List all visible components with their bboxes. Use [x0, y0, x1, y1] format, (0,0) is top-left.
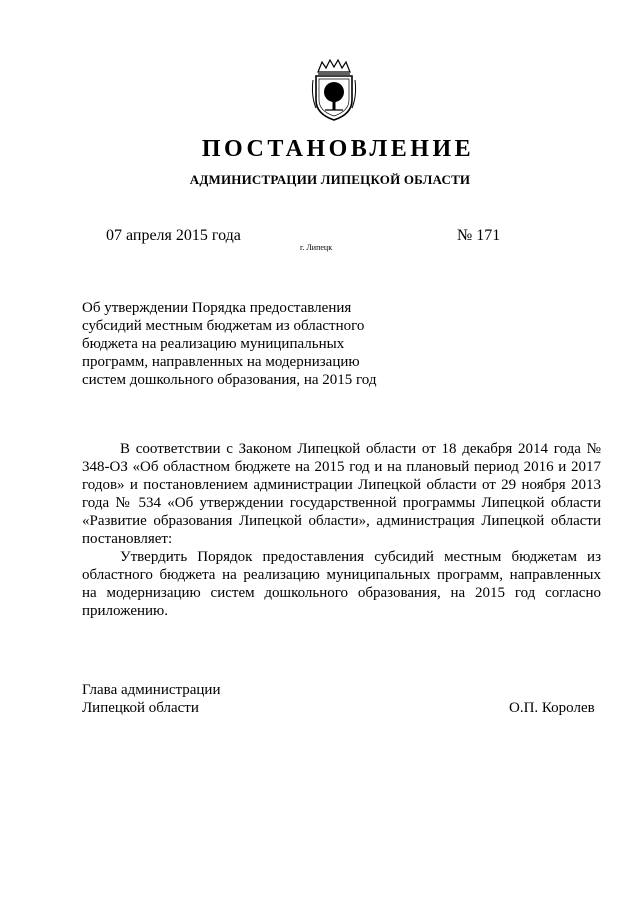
- document-city: г. Липецк: [300, 243, 333, 252]
- document-date: 07 апреля 2015 года: [106, 227, 241, 244]
- document-body: [82, 440, 601, 620]
- issuing-authority: АДМИНИСТРАЦИИ ЛИПЕЦКОЙ ОБЛАСТИ: [189, 172, 471, 187]
- body-paragraph: Утвердить Порядок предоставления субсидий местным бюджетам из областного бюджета на реализацию муниципальных программ, направленных на модернизацию систем дошкольного образования, на 2015 год согласно приложению.: [82, 549, 601, 619]
- signatory-name: О.П. Королев: [509, 700, 595, 716]
- body-paragraph: В соответствии с Законом Липецкой области от 18 декабря 2014 года № 348-ОЗ «Об областном бюджете на 2015 год и на плановый период 2016 и 2017 годов» и постановлением администрации Липецкой области от 29 ноября 2013 года № 534 «Об утверждении государственной программы Липецкой области «Развитие образования Липецкой области», администрация Липецкой области постановляет:: [82, 441, 601, 547]
- document-number: № 171: [457, 227, 501, 244]
- document-title: ПОСТАНОВЛЕНИЕ: [201, 136, 475, 162]
- signatory-position: Глава администрации Липецкой области: [82, 682, 221, 716]
- coat-of-arms-emblem: [310, 58, 358, 122]
- document-subject: Об утверждении Порядка предоставления субсидий местным бюджетам из областного бюджета на реализацию муниципальных программ, направленных на модернизацию систем дошкольного образования, на 2015 год: [82, 300, 377, 388]
